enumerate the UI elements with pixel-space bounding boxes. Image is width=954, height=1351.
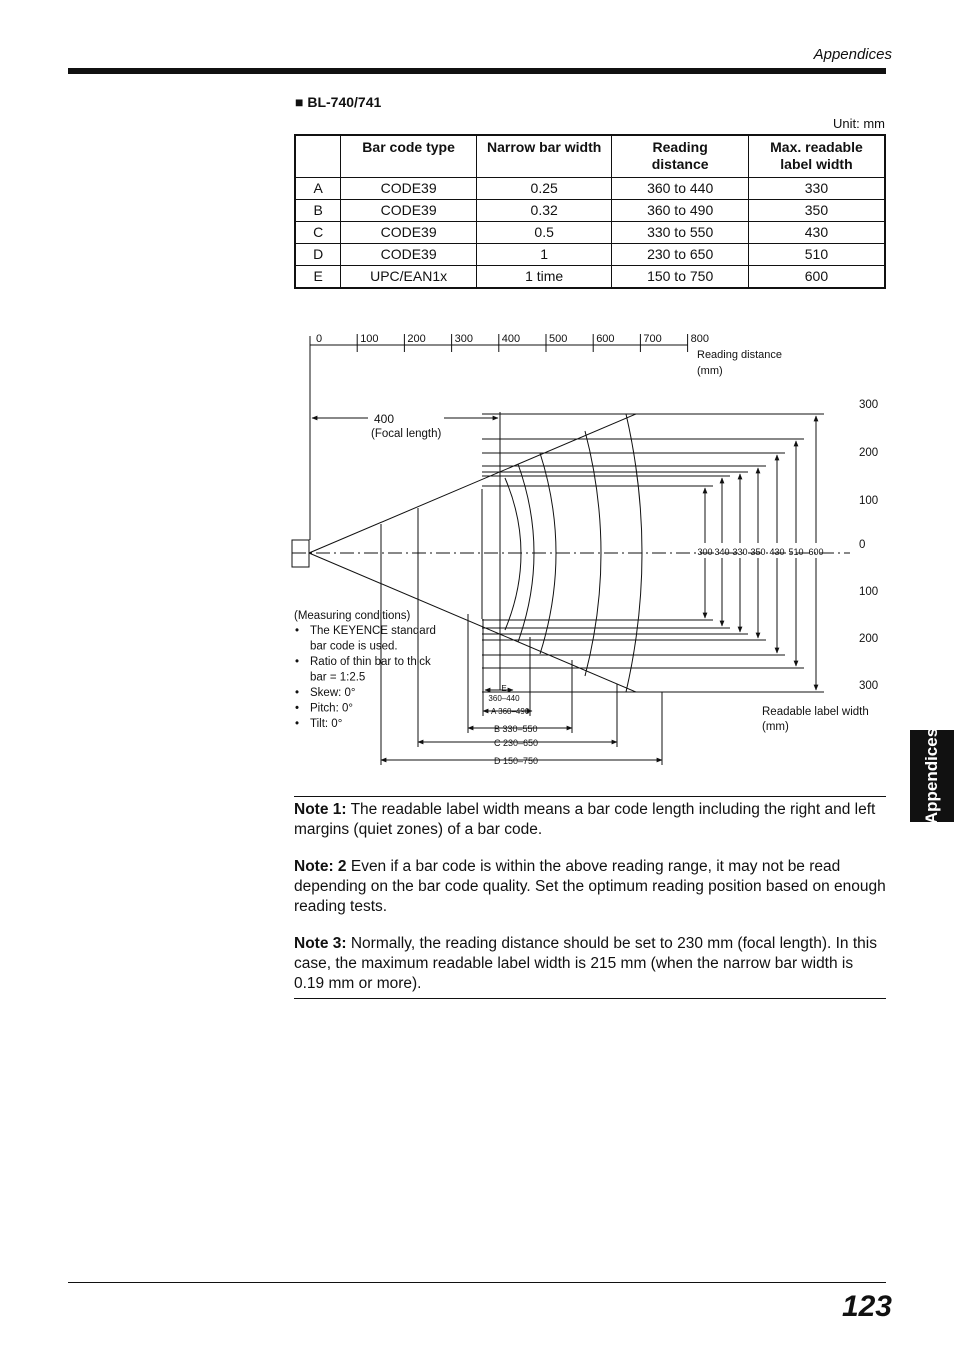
bullet: • bbox=[295, 625, 300, 637]
table-cell: CODE39 bbox=[341, 222, 477, 244]
focal-value: 400 bbox=[374, 412, 395, 426]
note-text: The readable label width means a bar code length including the right and left margins (quiet zones) of a bar code. bbox=[294, 801, 876, 838]
table-cell: CODE39 bbox=[341, 178, 477, 200]
reading-range-arc bbox=[505, 478, 521, 630]
table-header-cell: Bar code type bbox=[341, 135, 477, 178]
y-tick-label: 300 bbox=[859, 399, 879, 411]
spec-table bbox=[294, 134, 886, 289]
range-c-label: C 230–650 bbox=[494, 738, 539, 748]
conditions-title: (Measuring conditions) bbox=[294, 610, 411, 622]
y-tick-label: 100 bbox=[859, 586, 879, 598]
table-cell: CODE39 bbox=[341, 200, 477, 222]
table-cell: UPC/EAN1x bbox=[341, 266, 477, 289]
width-value: 430 bbox=[769, 547, 785, 557]
table-cell: 330 bbox=[748, 178, 885, 200]
bullet: • bbox=[295, 718, 300, 730]
x-axis-title: Reading distance bbox=[697, 349, 783, 361]
x-tick-label: 600 bbox=[596, 333, 615, 345]
y-tick-label: 0 bbox=[859, 539, 866, 551]
focal-label: (Focal length) bbox=[371, 428, 442, 440]
table-row bbox=[295, 178, 885, 200]
unit-label: Unit: mm bbox=[833, 116, 885, 131]
x-tick-label: 400 bbox=[501, 333, 521, 345]
table-cell: 1 time bbox=[476, 266, 611, 289]
table-cell: C bbox=[295, 222, 341, 244]
footer-rule bbox=[68, 1282, 886, 1283]
section-title: ■ BL-740/741 bbox=[295, 94, 382, 110]
table-row bbox=[295, 200, 885, 222]
condition-text: Pitch: 0° bbox=[310, 702, 353, 715]
x-tick-label: 300 bbox=[454, 333, 473, 345]
table-cell: A bbox=[295, 178, 341, 200]
range-b-label: B 330–550 bbox=[494, 724, 538, 734]
note-1 bbox=[294, 800, 886, 840]
y-tick-label: 300 bbox=[859, 680, 879, 692]
range-e-letter: E bbox=[501, 684, 507, 693]
y-tick-label: 100 bbox=[859, 495, 879, 507]
note-label: Note 3: bbox=[294, 935, 347, 952]
x-tick-label: 800 bbox=[690, 333, 709, 345]
table-cell: 0.25 bbox=[476, 178, 611, 200]
bullet: • bbox=[295, 702, 300, 715]
width-value: 330 bbox=[732, 547, 748, 557]
appendices-side-tab bbox=[910, 727, 954, 825]
condition-text: bar = 1:2.5 bbox=[310, 671, 366, 684]
note-2 bbox=[294, 857, 886, 917]
table-cell: E bbox=[295, 266, 341, 289]
y-tick-label: 200 bbox=[859, 633, 879, 645]
width-value: 340 bbox=[714, 547, 730, 557]
x-tick-label: 700 bbox=[643, 333, 662, 345]
condition-text: bar code is used. bbox=[310, 640, 398, 653]
table-row bbox=[295, 222, 885, 244]
width-value: 510 bbox=[788, 547, 804, 557]
table-cell: 510 bbox=[748, 244, 885, 266]
width-value: 300 bbox=[697, 547, 713, 557]
x-axis-unit: (mm) bbox=[697, 365, 723, 377]
table-cell: 150 to 750 bbox=[612, 266, 749, 289]
table-cell: 330 to 550 bbox=[612, 222, 749, 244]
note-3 bbox=[294, 934, 886, 994]
table-header-cell: Reading distance bbox=[612, 135, 749, 178]
condition-text: Ratio of thin bar to thick bbox=[310, 656, 431, 668]
table-cell: 0.32 bbox=[476, 200, 611, 222]
table-cell: 0.5 bbox=[476, 222, 611, 244]
y-tick-label: 200 bbox=[859, 447, 879, 459]
range-a-label: A 360–490 bbox=[491, 707, 530, 716]
x-tick-label: 200 bbox=[407, 333, 426, 345]
table-cell: B bbox=[295, 200, 341, 222]
table-cell: D bbox=[295, 244, 341, 266]
reading-range-diagram bbox=[280, 325, 920, 775]
width-value: 350 bbox=[750, 547, 766, 557]
table-cell: 1 bbox=[476, 244, 611, 266]
bullet: • bbox=[295, 656, 300, 668]
x-tick-label: 500 bbox=[549, 333, 568, 345]
table-cell: 600 bbox=[748, 266, 885, 289]
table-cell: 360 to 490 bbox=[612, 200, 749, 222]
range-d-label: D 150–750 bbox=[494, 756, 539, 766]
table-row bbox=[295, 244, 885, 266]
table-cell: 360 to 440 bbox=[612, 178, 749, 200]
note-text: Normally, the reading distance should be set to 230 mm (focal length). In this case, the maximum readable label width is 215 mm (when the narrow bar width is 0.19 mm or more). bbox=[294, 935, 877, 992]
y-axis-title: Readable label width bbox=[762, 706, 869, 718]
table-header-row bbox=[295, 135, 885, 178]
table-cell: 230 to 650 bbox=[612, 244, 749, 266]
note-text: Even if a bar code is within the above reading range, it may not be read depending on the bar code quality. Set the optimum reading position based on enough reading tests. bbox=[294, 858, 886, 915]
x-tick-label: 0 bbox=[316, 333, 323, 345]
condition-text: Skew: 0° bbox=[310, 687, 356, 699]
header-rule bbox=[68, 68, 886, 74]
y-axis-unit: (mm) bbox=[762, 721, 789, 733]
page-number: 123 bbox=[841, 1290, 892, 1323]
side-tab-label: Appendices bbox=[922, 727, 942, 825]
bullet: • bbox=[295, 687, 300, 699]
condition-text: Tilt: 0° bbox=[310, 718, 343, 730]
table-row bbox=[295, 266, 885, 289]
x-tick-label: 100 bbox=[360, 333, 379, 345]
width-value: 600 bbox=[808, 547, 824, 557]
condition-text: The KEYENCE standard bbox=[310, 625, 436, 637]
table-cell: CODE39 bbox=[341, 244, 477, 266]
running-header: Appendices bbox=[813, 46, 892, 63]
notes-box bbox=[294, 796, 886, 999]
table-cell: 350 bbox=[748, 200, 885, 222]
range-e-label: 360–440 bbox=[488, 694, 520, 703]
table-header-cell bbox=[295, 135, 341, 178]
cone-upper-edge bbox=[309, 414, 636, 553]
table-header-cell: Max. readable label width bbox=[748, 135, 885, 178]
table-header-cell: Narrow bar width bbox=[476, 135, 611, 178]
note-label: Note: 2 bbox=[294, 858, 347, 875]
table-cell: 430 bbox=[748, 222, 885, 244]
note-label: Note 1: bbox=[294, 801, 347, 818]
